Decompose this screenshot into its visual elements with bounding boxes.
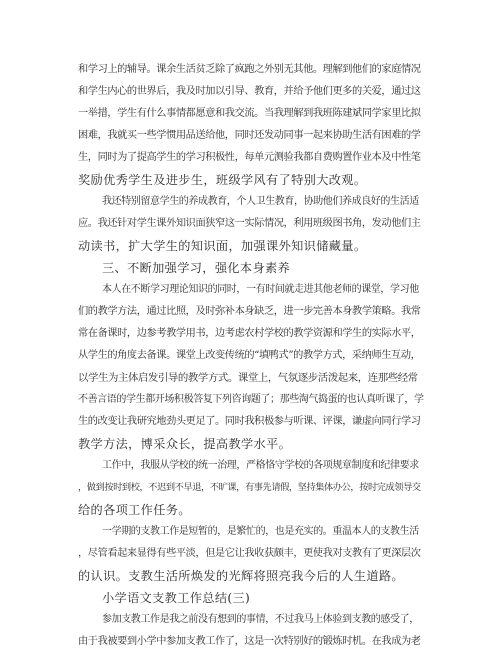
- section-heading: 小学语文支教工作总结(三): [102, 591, 251, 605]
- text-line: 动读书，扩大学生的知识面，加强课外知识储藏量。: [78, 239, 367, 253]
- text-line: 和学生内心的世界后，我及时加以引导、教育，并给予他们更多的关爱，通过这: [78, 86, 421, 97]
- text-line: 以学生为主体启发引导的教学方式。课堂上，气氛逐步活泼起来，连那些经常: [78, 372, 418, 384]
- text-line: 应。我还针对学生课外知识面狭窄这一实际情况，利用班级图书角，发动他们主: [78, 218, 421, 229]
- paragraph-first-line: 参加支教工作是我之前没有想到的事情，不过我马上体验到支教的感受了，: [102, 614, 419, 625]
- text-line: ，尽管看起来显得有些平淡，但是它让我收获颇丰，更使我对支教有了更深层次: [78, 548, 421, 559]
- text-line: 不善言语的学生都开场积极答复下列咨询题了；那些淘气捣蛋的也认真听课了，学: [78, 394, 424, 405]
- paragraph-first-line: 一学期的支教工作是短暂的，是繁忙的，也是充实的。重温本人的支教生活: [102, 526, 419, 537]
- text-line: 常在备课时，边参考教学用书，边考虑农村学校的教学资源和学生的实际水平，: [78, 328, 421, 339]
- text-line: 奖励优秀学生及进步生，班级学风有了特别大改观。: [78, 173, 367, 187]
- text-line: 生的改变让我研究地劲头更足了。同时我积极参与听课、评课，谦虚向同行学习: [78, 416, 421, 427]
- text-line: 们的教学方法，通过比照，及时弥补本身缺乏，进一步完善本身教学策略。我常: [78, 306, 421, 317]
- text-line: 和学习上的辅导。课余生活贫乏除了疯跑之外别无其他。理解到他们的家庭情况: [78, 64, 421, 75]
- text-line: ，做到按时到校，不迟到不早退，不旷课，有事先请假，坚持集体办公，按时完成领导交: [78, 482, 421, 493]
- text-line: 给的各项工作任务。: [78, 503, 191, 517]
- text-line: 教学方法，博采众长，提高教学水平。: [78, 437, 292, 451]
- text-line: 一举措，学生有什么事情都愿意和我交流。当我理解到我班陈建斌同学家里比拟: [78, 108, 421, 119]
- paragraph-first-line: 我还特别留意学生的养成教育，个人卫生教育，协助他们养成良好的生活适: [102, 196, 419, 207]
- text-line: 由于我被要到小学中参加支教工作了，这是一次特别好的锻炼时机。在我成为老: [78, 636, 421, 647]
- paragraph-first-line: 本人在不断学习理论知识的同时，一有时间就走进其他老师的课堂，学习他: [102, 284, 419, 295]
- text-line: 困难，我就买一些学惯用品送给他，同时还发动同事一起来协助生活有困难的学: [78, 130, 421, 141]
- text-line: 从学生的角度去备课。课堂上改变传统的“填鸭式”的教学方式，采纳师生互动，: [78, 350, 421, 361]
- text-line: 生，同时为了提高学生的学习积极性，每单元测验我都自费购置作业本及中性笔: [78, 152, 421, 163]
- paragraph-first-line: 工作中，我服从学校的统一治理，严格恪守学校的各项规章制度和纪律要求: [102, 460, 419, 471]
- section-heading: 三、不断加强学习，强化本身素养: [102, 261, 291, 275]
- text-line: 的认识。支教生活所焕发的光辉将照亮我今后的人生道路。: [78, 569, 404, 583]
